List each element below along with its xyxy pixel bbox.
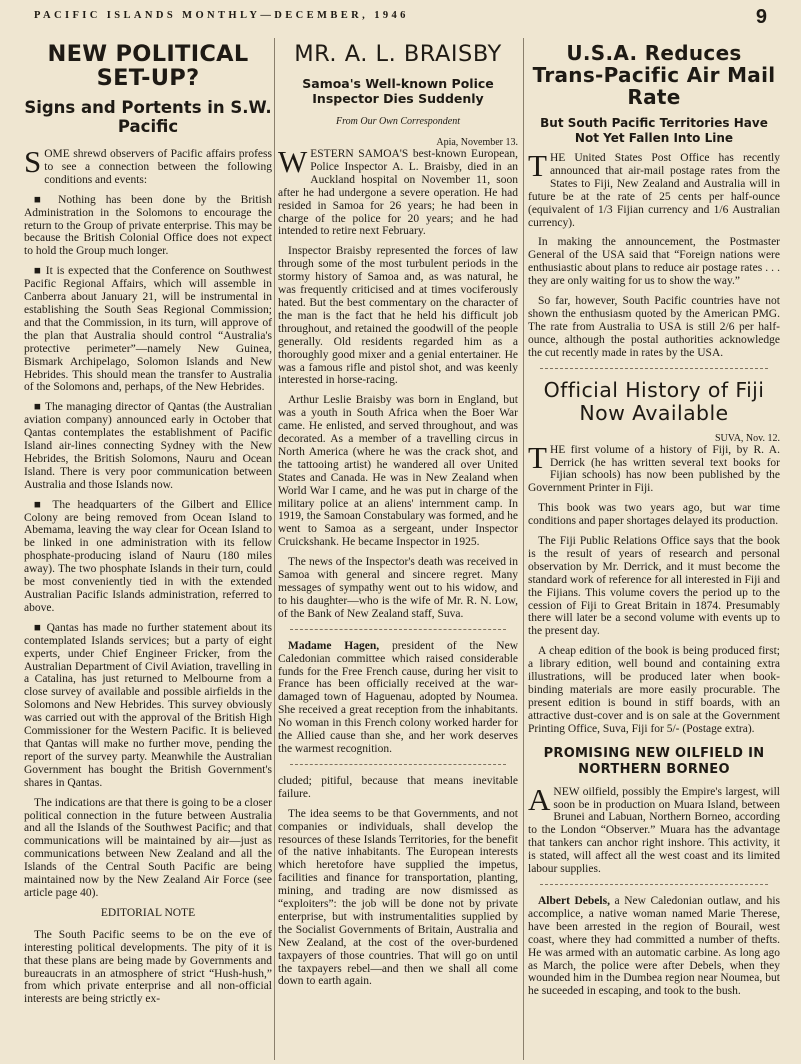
paragraph: cluded; pitiful, because that means inevitable failure. (278, 774, 518, 800)
article-title: PROMISING NEW OILFIELD IN NORTHERN BORNEO (543, 745, 765, 777)
page-number: 9 (755, 6, 767, 28)
paragraph: ■ The headquarters of the Gilbert and Ellice Colony are being removed from Ocean Island to Abemama, leaving the way clear for Ocean Island to be linked in one administration with its fellow phosphate-producing island of Nauru (180 miles away). The two phosphate Islands in their turn, could be most conveniently tied in with the extended Australian Pacific Islands administration, referred to above. (24, 498, 272, 614)
paragraph: ■ Nothing has been done by the British Administration in the Solomons to encourage the return to the Group of private enterprise. This may be because the British Colonial Office does not expect to hold the Group much longer. (24, 193, 272, 258)
paragraph: ■ Qantas has made no further statement about its contemplated Islands services; but a party of eight experts, under Chief Engineer Fricker, from the Australian Department of Civil Aviation, travelling in a Catalina, has just returned to Melbourne from a close survey of available and possible airfields in the Solomons and New Hebrides. This survey obviously was carried out with the approval of the British High Commissioner for the Western Pacific. It is believed that Qantas will make no further move, pending the report of the survey party. Meanwhile the Australian Government has bought the British Government's shares in Qantas. (24, 621, 272, 789)
paragraph: ANEW oilfield, possibly the Empire's largest, will soon be in production on Muara Island, between Brunei and Labuan, Northern Borneo, according to the London “Observer.” Muara has the advantage that tankers can anchor right inshore. This activity, it is stated, will affect all the west coast and its limited labour supplies. (528, 781, 780, 876)
paragraph: ■ It is expected that the Conference on Southwest Pacific Regional Affairs, which will assemble in Canberra about January 21, will be instrumental in establishing the South Seas Regional Commission; and that the Commission, in its turn, will approve of the plan that Australia should control “Australia's protective perimeter”—namely New Guinea, Bismark Archipelago, Solomon Islands and New Hebrides. This should mean the transfer to Australia of the Solomons and, perhaps, of the New Hebrides. (24, 265, 272, 394)
column-rule (523, 38, 524, 1060)
paragraph: Inspector Braisby represented the forces of law through some of the most turbulent periods in the stormy history of Samoa and, as was natural, he was frequently criticised and at times vociferously hated. But the best commentary on the character of the man is the fact that he held his difficult job throughout, and retained the goodwill of the people generally. Old residents regarded him as a thoroughly good mixer and a genial entertainer. He was a famous rifle and pistol shot, and was keenly interested in horse-racing. (278, 245, 518, 387)
column-left (24, 36, 272, 1013)
paragraph: WESTERN SAMOA'S best-known European, Police Inspector A. L. Braisby, died in an Auckland hospital on November 11, soon after he had undergone a severe operation. He had resided in Samoa for 26 years; he had been in charge of the police for 20 years; and he had intended to retire next February. (278, 144, 518, 238)
paragraph: The news of the Inspector's death was received in Samoa with general and sincere regret. Many messages of sympathy went out to his widow, and to his daughter—who is the wife of Mr. R. N. Low, of the Bank of New Zealand staff, Suva. (278, 556, 518, 620)
column-middle (278, 36, 518, 995)
drop-cap: S (24, 144, 42, 179)
article-title: U.S.A. Reduces Trans-Pacific Air Mail Rate (532, 41, 776, 109)
paragraph: The indications are that there is going to be a closer political connection in the future between Australia and all the Islands of the Southwest Pacific; and that communications will be maintained by air—just as communications between New Zealand and all the Islands of the Central South Pacific are being maintained now by the New Zealand Air Force (see article page 40). (24, 796, 272, 899)
drop-cap: W (278, 144, 308, 179)
byline: From Our Own Correspondent (336, 116, 460, 127)
paragraph: THE first volume of a history of Fiji, by R. A. Derrick (he has written several text books for Fijian schools) has now been published by the Government Printer in Fiji. (528, 439, 780, 495)
paragraph: The Fiji Public Relations Office says that the book is the result of years of research and personal observation by Mr. Derrick, and it must become the standard work of reference for all interested in Fiji and the Fijians. This volume covers the period up to the cession of Fiji to Great Britain in 1874. Presumably there will later be a second volume with events up to the present day. (528, 535, 780, 638)
article-title: Official History of Fiji Now Available (543, 377, 765, 425)
article-subtitle: But South Pacific Territories Have Not Yet Fallen Into Line (540, 116, 768, 145)
paragraph: SOME shrewd observers of Pacific affairs profess to see a connection between the following conditions and events: (24, 144, 272, 186)
paragraph: The idea seems to be that Governments, and not companies or individuals, shall develop the resources of these Islands Territories, for the benefit of the native inhabitants. The European interests which heretofore have supplied the impetus, facilities and finance for transportation, planting, mining, and trading are now dismissed as “exploiters”: the job will be done not by private enterprise, but with instrumentalities supplied by the Socialist Governments of Britain, Australia and New Zealand, at the cost of the over-burdened taxpayers of those countries. That will go on until the taxpayers rebel—and then we shall all come down to earth again. (278, 807, 518, 988)
paragraph: The South Pacific seems to be on the eve of interesting political developments. The pity of it is that these plans are being made by Governments and bureaucrats in an atmosphere of strict “Hush-hush,” from which private enterprise and all non-official interests are being strictly ex- (24, 928, 272, 1006)
editorial-note-heading: EDITORIAL NOTE (100, 906, 196, 919)
paragraph: A cheap edition of the book is being produced first; a library edition, well bound and containing extra illustrations, will be produced later when book-binding materials are more easily procurable. The present edition is bound in stiff boards, with an attractive dust-cover and is on sale at the Government Printing Office, Suva, Fiji for 5/- (Postage extra). (528, 645, 780, 735)
paragraph: In making the announcement, the Postmaster General of the USA said that “Foreign nations were enthusiastic about plans to reduce air postage rates . . . they are only waiting for us to show the way.” (528, 236, 780, 288)
column-rule (274, 38, 275, 1060)
article-title: NEW POLITICAL SET-UP? (47, 41, 249, 91)
divider (290, 764, 506, 765)
column-right (528, 36, 780, 1005)
dateline: Apia, November 13. (436, 137, 518, 148)
drop-cap: T (528, 148, 547, 183)
divider (540, 884, 768, 885)
drop-cap: T (528, 439, 547, 475)
paragraph: Arthur Leslie Braisby was born in England, but was a youth in South Africa when the Boer War came. He enlisted, and served throughout, and was decorated. As a member of a travelling circus in North America (where he was the crack shot, and the tattooing artist) he wandered all over United States and Canada. He was in New Zealand when World War I came, and he was put in charge of the military police at an aliens' internment camp. In 1919, the Samoan Constabulary was formed, and he went to Samoa as a sergeant, under Inspector Cruickshank. He became Inspector in 1925. (278, 394, 518, 549)
dateline: SUVA, Nov. 12. (714, 432, 780, 444)
running-head: PACIFIC ISLANDS MONTHLY—DECEMBER, 1946 (34, 10, 409, 21)
drop-cap: A (528, 781, 551, 817)
paragraph: So far, however, South Pacific countries have not shown the enthusiasm quoted by the American PMG. The rate from Australia to USA is still 2/6 per half-ounce, although the postal authorities acknowledge the cut recently made in rates by the USA. (528, 295, 780, 359)
paragraph: ■ The managing director of Qantas (the Australian aviation company) announced early in October that Qantas contemplates the establishment of Pacific Island air-lines connecting Sydney with the New Hebrides, the British Solomons, Nauru and Ocean Island. There is very poor communication between Australia and those Islands now. (24, 401, 272, 491)
paragraph: THE United States Post Office has recently announced that air-mail postage rates from the States to Fiji, New Zealand and Australia will in future be at the rate of 25 cents per half-ounce (equivalent of 1/3 Fijian currency and 1/6 Australian currency). (528, 148, 780, 229)
divider (540, 368, 768, 369)
paragraph: Madame Hagen, president of the New Caledonian committee which raised considerable funds for the Free French cause, during her visit to France has been officially received at the war-damaged town of Haguenau, adopted by Noumea. She received a great reception from the inhabitants. No woman in this French colony worked harder for the Allied cause than she, and her work deserves the warmest recognition. (278, 639, 518, 755)
paragraph: Albert Debels, a New Caledonian outlaw, and his accomplice, a native woman named Marie Therese, have been arrested in the region of Bourail, west coast, where they had committed a number of thefts. He was armed with an automatic carbine. As long ago as March, the police were after Debels, when they wounded him in the Dumbea region near Noumea, but he suceeded in escaping, and took to the bush. (528, 894, 780, 998)
divider (290, 629, 506, 630)
paragraph: This book was two years ago, but war time conditions and paper shortages delayed its production. (528, 502, 780, 528)
article-title: MR. A. L. BRAISBY (294, 41, 502, 67)
article-subtitle: Samoa's Well-known Police Inspector Dies Suddenly (302, 76, 494, 106)
article-subtitle: Signs and Portents in S.W. Pacific (24, 98, 272, 136)
